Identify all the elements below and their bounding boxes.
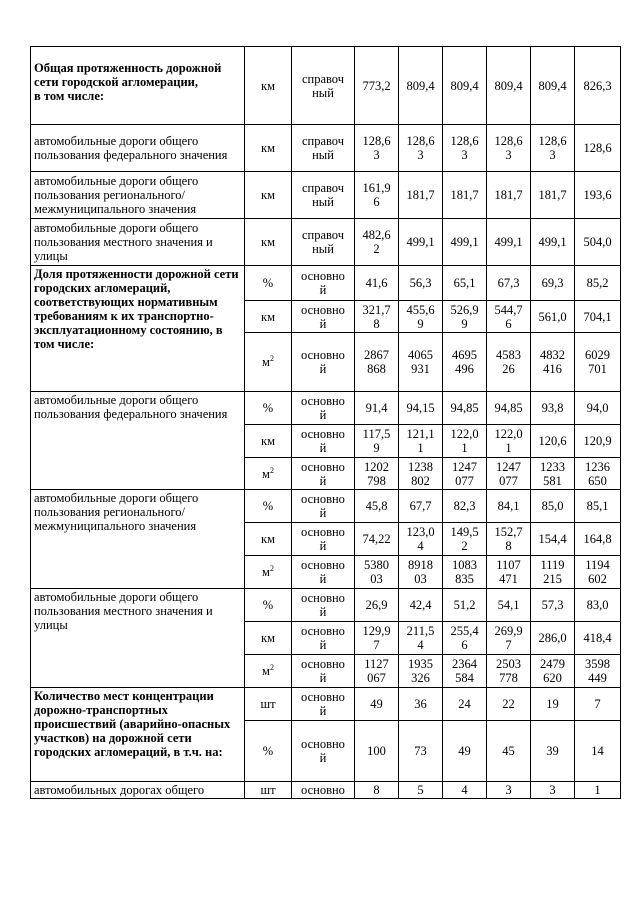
value-cell: 94,15	[399, 392, 443, 425]
value-cell: 121,1 1	[399, 425, 443, 458]
type-cell: основно й	[292, 622, 355, 655]
unit-cell: шт	[245, 782, 292, 799]
value-cell: 7	[575, 688, 621, 721]
value-cell: 85,2	[575, 266, 621, 301]
value-cell: 94,0	[575, 392, 621, 425]
table-row	[31, 125, 621, 172]
unit-superscript: 2	[269, 353, 274, 363]
unit-superscript: 2	[269, 465, 274, 475]
unit-text: м	[262, 355, 270, 369]
row-label: автомобильные дороги общего пользования местного значения и улицы	[31, 219, 245, 266]
type-cell: основно й	[292, 721, 355, 782]
row-label: автомобильные дороги общего пользования регионального/ межмуниципального значения	[31, 172, 245, 219]
value-cell: 499,1	[399, 219, 443, 266]
value-cell: 193,6	[575, 172, 621, 219]
unit-text: км	[261, 434, 275, 448]
value-cell: 704,1	[575, 301, 621, 333]
value-cell: 1236 650	[575, 458, 621, 490]
type-cell: справоч ный	[292, 172, 355, 219]
unit-cell	[245, 622, 292, 655]
row-label: Общая протяженность дорожной сети городской агломерации, в том числе:	[31, 47, 245, 125]
type-cell: основно й	[292, 392, 355, 425]
unit-cell: км	[245, 219, 292, 266]
value-cell: 24	[443, 688, 487, 721]
row-label: автомобильные дороги общего пользования федерального значения	[31, 125, 245, 172]
value-cell: 526,9 9	[443, 301, 487, 333]
unit-cell	[245, 556, 292, 589]
value-cell: 1083 835	[443, 556, 487, 589]
type-cell: справоч ный	[292, 125, 355, 172]
value-cell: 482,6 2	[355, 219, 399, 266]
unit-cell: км	[245, 172, 292, 219]
unit-text: %	[262, 744, 274, 758]
unit-cell	[245, 458, 292, 490]
value-cell: 123,0 4	[399, 523, 443, 556]
value-cell: 3	[487, 782, 531, 799]
value-cell: 1238 802	[399, 458, 443, 490]
value-cell: 54,1	[487, 589, 531, 622]
type-cell: основно й	[292, 490, 355, 523]
value-cell: 94,85	[487, 392, 531, 425]
value-cell: 67,7	[399, 490, 443, 523]
value-cell: 22	[487, 688, 531, 721]
value-cell: 8	[355, 782, 399, 799]
value-cell: 499,1	[531, 219, 575, 266]
value-cell: 455,6 9	[399, 301, 443, 333]
row-label: автомобильных дорогах общего	[31, 782, 245, 799]
type-cell: основно й	[292, 266, 355, 301]
value-cell: 1233 581	[531, 458, 575, 490]
unit-text: м	[262, 466, 270, 481]
unit-cell	[245, 490, 292, 523]
value-cell: 544,7 6	[487, 301, 531, 333]
table-row	[31, 392, 621, 425]
type-cell: основно й	[292, 425, 355, 458]
type-cell: основно й	[292, 589, 355, 622]
type-cell: основно й	[292, 301, 355, 333]
unit-text: %	[262, 598, 274, 612]
value-cell: 83,0	[575, 589, 621, 622]
value-cell: 19	[531, 688, 575, 721]
unit-cell	[245, 523, 292, 556]
table-row	[31, 266, 621, 301]
type-cell: основно й	[292, 655, 355, 688]
value-cell: 128,6 3	[487, 125, 531, 172]
value-cell: 4065 931	[399, 333, 443, 392]
unit-text: км	[261, 309, 275, 324]
value-cell: 57,3	[531, 589, 575, 622]
type-cell: основно й	[292, 556, 355, 589]
value-cell: 164,8	[575, 523, 621, 556]
type-cell: основно й	[292, 333, 355, 392]
value-cell: 809,4	[531, 47, 575, 125]
unit-cell	[245, 301, 292, 333]
unit-text: %	[262, 401, 274, 415]
table-row	[31, 589, 621, 622]
value-cell: 2479 620	[531, 655, 575, 688]
value-cell: 120,6	[531, 425, 575, 458]
indicators-table	[30, 46, 621, 799]
unit-cell	[245, 721, 292, 782]
value-cell: 85,0	[531, 490, 575, 523]
value-cell: 1202 798	[355, 458, 399, 490]
value-cell: 5380 03	[355, 556, 399, 589]
value-cell: 6029 701	[575, 333, 621, 392]
value-cell: 128,6 3	[399, 125, 443, 172]
value-cell: 8918 03	[399, 556, 443, 589]
type-cell: основно й	[292, 458, 355, 490]
value-cell: 181,7	[399, 172, 443, 219]
unit-cell: км	[245, 125, 292, 172]
value-cell: 181,7	[443, 172, 487, 219]
value-cell: 128,6 3	[355, 125, 399, 172]
unit-cell	[245, 392, 292, 425]
value-cell: 2867 868	[355, 333, 399, 392]
value-cell: 74,22	[355, 523, 399, 556]
table-row	[31, 47, 621, 125]
value-cell: 499,1	[487, 219, 531, 266]
value-cell: 42,4	[399, 589, 443, 622]
unit-cell	[245, 655, 292, 688]
value-cell: 499,1	[443, 219, 487, 266]
value-cell: 36	[399, 688, 443, 721]
value-cell: 3	[531, 782, 575, 799]
value-cell: 49	[355, 688, 399, 721]
unit-text: м	[262, 565, 270, 579]
value-cell: 4832 416	[531, 333, 575, 392]
value-cell: 181,7	[531, 172, 575, 219]
value-cell: 73	[399, 721, 443, 782]
value-cell: 321,7 8	[355, 301, 399, 333]
unit-text: шт	[260, 697, 276, 711]
unit-text: %	[262, 276, 274, 290]
unit-text: км	[261, 631, 275, 645]
value-cell: 65,1	[443, 266, 487, 301]
value-cell: 122,0 1	[487, 425, 531, 458]
value-cell: 93,8	[531, 392, 575, 425]
value-cell: 4	[443, 782, 487, 799]
value-cell: 49	[443, 721, 487, 782]
value-cell: 41,6	[355, 266, 399, 301]
value-cell: 1127 067	[355, 655, 399, 688]
value-cell: 45	[487, 721, 531, 782]
value-cell: 26,9	[355, 589, 399, 622]
value-cell: 809,4	[399, 47, 443, 125]
value-cell: 84,1	[487, 490, 531, 523]
value-cell: 1	[575, 782, 621, 799]
row-label: автомобильные дороги общего пользования федерального значения	[31, 392, 245, 490]
unit-superscript: 2	[269, 662, 274, 672]
value-cell: 129,9 7	[355, 622, 399, 655]
value-cell: 2503 778	[487, 655, 531, 688]
type-cell: справоч ный	[292, 47, 355, 125]
value-cell: 4583 26	[487, 333, 531, 392]
unit-text: %	[262, 499, 274, 513]
value-cell: 45,8	[355, 490, 399, 523]
table-row	[31, 172, 621, 219]
unit-text: м	[262, 664, 270, 678]
value-cell: 39	[531, 721, 575, 782]
type-cell: справоч ный	[292, 219, 355, 266]
value-cell: 561,0	[531, 301, 575, 333]
unit-superscript: 2	[269, 563, 274, 573]
value-cell: 154,4	[531, 523, 575, 556]
value-cell: 809,4	[443, 47, 487, 125]
value-cell: 504,0	[575, 219, 621, 266]
value-cell: 82,3	[443, 490, 487, 523]
row-label: автомобильные дороги общего пользования регионального/ межмуниципального значения	[31, 490, 245, 589]
table-body	[31, 47, 621, 799]
value-cell: 1247 077	[487, 458, 531, 490]
row-label: Количество мест концентрации дорожно-транспортных происшествий (аварийно-опасных участков) на дорожной сети городских агломераций, в т.ч. на:	[31, 688, 245, 782]
value-cell: 1194 602	[575, 556, 621, 589]
value-cell: 122,0 1	[443, 425, 487, 458]
table-row	[31, 490, 621, 523]
value-cell: 4695 496	[443, 333, 487, 392]
value-cell: 1935 326	[399, 655, 443, 688]
value-cell: 94,85	[443, 392, 487, 425]
unit-cell	[245, 688, 292, 721]
table-row	[31, 688, 621, 721]
unit-cell	[245, 333, 292, 392]
value-cell: 1247 077	[443, 458, 487, 490]
value-cell: 255,4 6	[443, 622, 487, 655]
type-cell: основно й	[292, 523, 355, 556]
type-cell: основно й	[292, 688, 355, 721]
unit-text: км	[261, 532, 275, 546]
value-cell: 3598 449	[575, 655, 621, 688]
value-cell: 85,1	[575, 490, 621, 523]
value-cell: 117,5 9	[355, 425, 399, 458]
unit-cell	[245, 266, 292, 301]
value-cell: 51,2	[443, 589, 487, 622]
value-cell: 269,9 7	[487, 622, 531, 655]
value-cell: 5	[399, 782, 443, 799]
value-cell: 128,6	[575, 125, 621, 172]
value-cell: 826,3	[575, 47, 621, 125]
type-cell: основно	[292, 782, 355, 799]
value-cell: 100	[355, 721, 399, 782]
value-cell: 2364 584	[443, 655, 487, 688]
unit-cell: км	[245, 47, 292, 125]
value-cell: 1119 215	[531, 556, 575, 589]
value-cell: 286,0	[531, 622, 575, 655]
value-cell: 773,2	[355, 47, 399, 125]
table-row	[31, 219, 621, 266]
value-cell: 91,4	[355, 392, 399, 425]
value-cell: 120,9	[575, 425, 621, 458]
value-cell: 1107 471	[487, 556, 531, 589]
value-cell: 809,4	[487, 47, 531, 125]
value-cell: 128,6 3	[443, 125, 487, 172]
value-cell: 69,3	[531, 266, 575, 301]
value-cell: 161,9 6	[355, 172, 399, 219]
unit-cell	[245, 589, 292, 622]
value-cell: 149,5 2	[443, 523, 487, 556]
row-label: автомобильные дороги общего пользования местного значения и улицы	[31, 589, 245, 688]
table-row	[31, 782, 621, 799]
row-label: Доля протяженности дорожной сети городских агломераций, соответствующих нормативным требованиям к их транспортно-эксплуатационному состоянию, в том числе:	[31, 266, 245, 392]
value-cell: 14	[575, 721, 621, 782]
value-cell: 67,3	[487, 266, 531, 301]
value-cell: 128,6 3	[531, 125, 575, 172]
unit-cell	[245, 425, 292, 458]
value-cell: 418,4	[575, 622, 621, 655]
value-cell: 211,5 4	[399, 622, 443, 655]
value-cell: 152,7 8	[487, 523, 531, 556]
value-cell: 56,3	[399, 266, 443, 301]
value-cell: 181,7	[487, 172, 531, 219]
